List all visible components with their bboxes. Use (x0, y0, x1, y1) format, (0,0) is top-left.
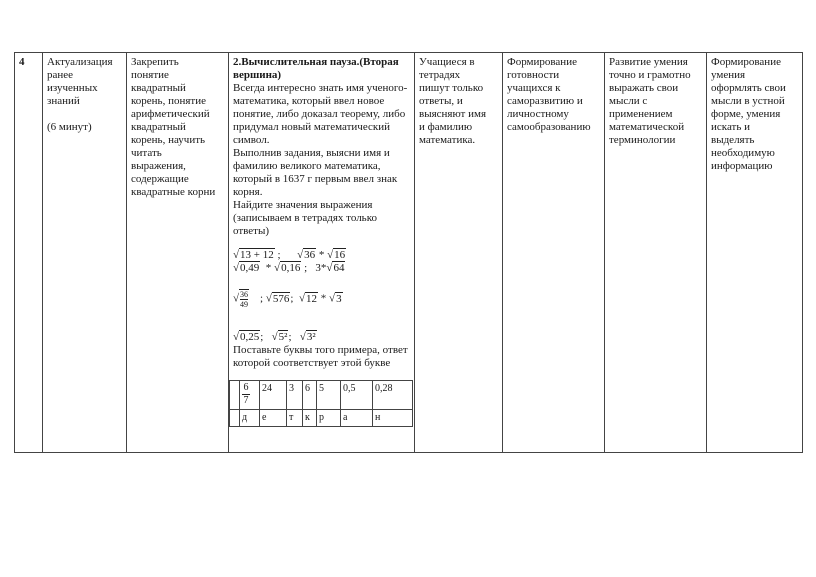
answer-cell: 5 (317, 381, 341, 410)
content-paragraph: Всегда интересно знать имя ученого-математика, который ввел новое понятие, либо доказал теорему, либо придумал новый математический символ. (233, 82, 408, 146)
sqrt-expression: 5² (278, 331, 288, 343)
personal-line: учащихся к (507, 82, 561, 94)
row-number-text: 4 (19, 56, 25, 68)
goal-line: корень, понятие (131, 95, 206, 107)
stage-line: Актуализация (47, 56, 113, 68)
instruction-text: Поставьте буквы того примера, ответ которой соответствует этой букве (233, 344, 408, 369)
row-number (15, 53, 43, 453)
spacer-cell (230, 381, 240, 410)
subject-line: применением (609, 108, 673, 120)
sqrt-expression: 64 (333, 262, 345, 274)
personal-line: готовности (507, 69, 560, 81)
sqrt-expression: 36 (304, 249, 316, 261)
separator: ; (288, 331, 292, 343)
stage-line: ранее (47, 69, 74, 81)
sqrt-expression: 0,16 (281, 262, 301, 274)
goal-line: выражения, (131, 160, 186, 172)
multiply-sign: * (316, 249, 328, 261)
stage-line (47, 108, 122, 121)
goal-cell (127, 53, 229, 453)
students-line: ответы, и (419, 95, 463, 107)
subject-line: терминологии (609, 134, 676, 146)
answer-cell (240, 381, 260, 410)
answer-cell: 0,5 (341, 381, 373, 410)
answer-cell: 24 (260, 381, 287, 410)
goal-line: арифметический (131, 108, 210, 120)
subject-line: мысли с (609, 95, 648, 107)
sqrt-expression: 0,25 (240, 331, 260, 343)
goal-line: квадратный (131, 121, 186, 133)
students-line: пишут только (419, 82, 484, 94)
separator: ; (301, 262, 308, 274)
letter-cell: к (303, 410, 317, 427)
letter-cell: а (341, 410, 373, 427)
stage-line: изученных (47, 82, 98, 94)
sqrt-expression: 13 + 12 (240, 249, 274, 261)
content-paragraph: Найдите значения выражения (записываем в тетрадях только ответы) (233, 199, 377, 237)
separator: ; (290, 292, 294, 305)
meta-results-cell (707, 53, 803, 453)
meta-line: оформлять свои (711, 82, 786, 94)
answer-fraction-num: 6 (243, 382, 249, 393)
letter-cell: т (287, 410, 303, 427)
meta-line: информацию (711, 160, 773, 172)
lesson-plan-table (14, 52, 803, 453)
goal-line: квадратный (131, 82, 186, 94)
meta-line: выделять (711, 134, 755, 146)
letter-cell: е (260, 410, 287, 427)
letters-row (230, 410, 413, 427)
fraction-denominator: 49 (240, 300, 249, 309)
meta-line: умения (711, 69, 746, 81)
stage-duration: (6 минут) (47, 121, 92, 133)
students-line: тетрадях (419, 69, 461, 81)
sqrt-expression: 576 (272, 292, 290, 305)
stage-cell (43, 53, 127, 453)
goal-line: понятие (131, 69, 169, 81)
content-paragraph: Выполнив задания, выясни имя и фамилию великого математика, который в 1637 г первым ввел знак корня. (233, 147, 398, 198)
answer-fraction (242, 382, 257, 407)
meta-line: Формирование (711, 56, 781, 68)
content-cell (229, 53, 415, 453)
coefficient: 3* (315, 262, 327, 274)
expression-line-1: √13 + 12 ; √36 * √16 (233, 249, 346, 261)
goal-line: читать (131, 147, 162, 159)
personal-line: самообразованию (507, 121, 591, 133)
letter-cell: д (240, 410, 260, 427)
personal-line: саморазвитию и (507, 95, 583, 107)
students-line: выясняют имя (419, 108, 487, 120)
personal-line: Формирование (507, 56, 577, 68)
answer-cell: 0,28 (373, 381, 413, 410)
answer-cell: 6 (303, 381, 317, 410)
answer-fraction-den: 7 (243, 395, 249, 406)
expression-line-4: √0,25; √5²; √3² (233, 331, 316, 343)
personal-results-cell (503, 53, 605, 453)
sqrt-expression: 12 (306, 292, 318, 305)
separator: ; (257, 292, 264, 305)
students-cell (415, 53, 503, 453)
expression-line-2: √0,49 * √0,16 ; 3*√64 (233, 262, 345, 274)
goal-line: квадратные корни (131, 186, 216, 198)
goal-line: содержащие (131, 173, 189, 185)
subject-line: точно и грамотно (609, 69, 691, 81)
sqrt-fraction (239, 289, 249, 309)
content-title: 2.Вычислительная пауза.(Вторая вершина) (233, 56, 399, 81)
students-line: и фамилию (419, 121, 473, 133)
stage-line: знаний (47, 95, 80, 107)
subject-results-cell (605, 53, 707, 453)
subject-line: Развитие умения (609, 56, 688, 68)
meta-line: необходимую (711, 147, 775, 159)
subject-line: математической (609, 121, 685, 133)
letter-cell: р (317, 410, 341, 427)
sqrt-expression: 3 (336, 292, 342, 305)
personal-line: личностному (507, 108, 569, 120)
students-line: Учащиеся в (419, 56, 475, 68)
meta-line: форме, умения (711, 108, 781, 120)
separator: ; (274, 249, 281, 261)
answer-cell: 3 (287, 381, 303, 410)
sqrt-expression: 0,49 (240, 262, 260, 274)
goal-line: Закрепить (131, 56, 179, 68)
fraction-numerator: 36 (240, 290, 249, 299)
spacer-cell (230, 410, 240, 427)
meta-line: мысли в устной (711, 95, 785, 107)
multiply-sign: * (318, 292, 330, 305)
expression-line-3: √ $\frac{36}{49}$ ; √576; √12 * √3 (233, 290, 342, 309)
multiply-sign: * (263, 262, 275, 274)
cipher-table (229, 380, 413, 427)
table-row (15, 53, 803, 453)
answers-row (230, 381, 413, 410)
students-line: математика. (419, 134, 476, 146)
subject-line: выражать свои (609, 82, 679, 94)
sqrt-expression: 16 (334, 249, 346, 261)
separator: ; (260, 331, 264, 343)
letter-cell: н (373, 410, 413, 427)
sqrt-expression: 3² (306, 331, 316, 343)
meta-line: искать и (711, 121, 751, 133)
goal-line: корень, научить (131, 134, 206, 146)
